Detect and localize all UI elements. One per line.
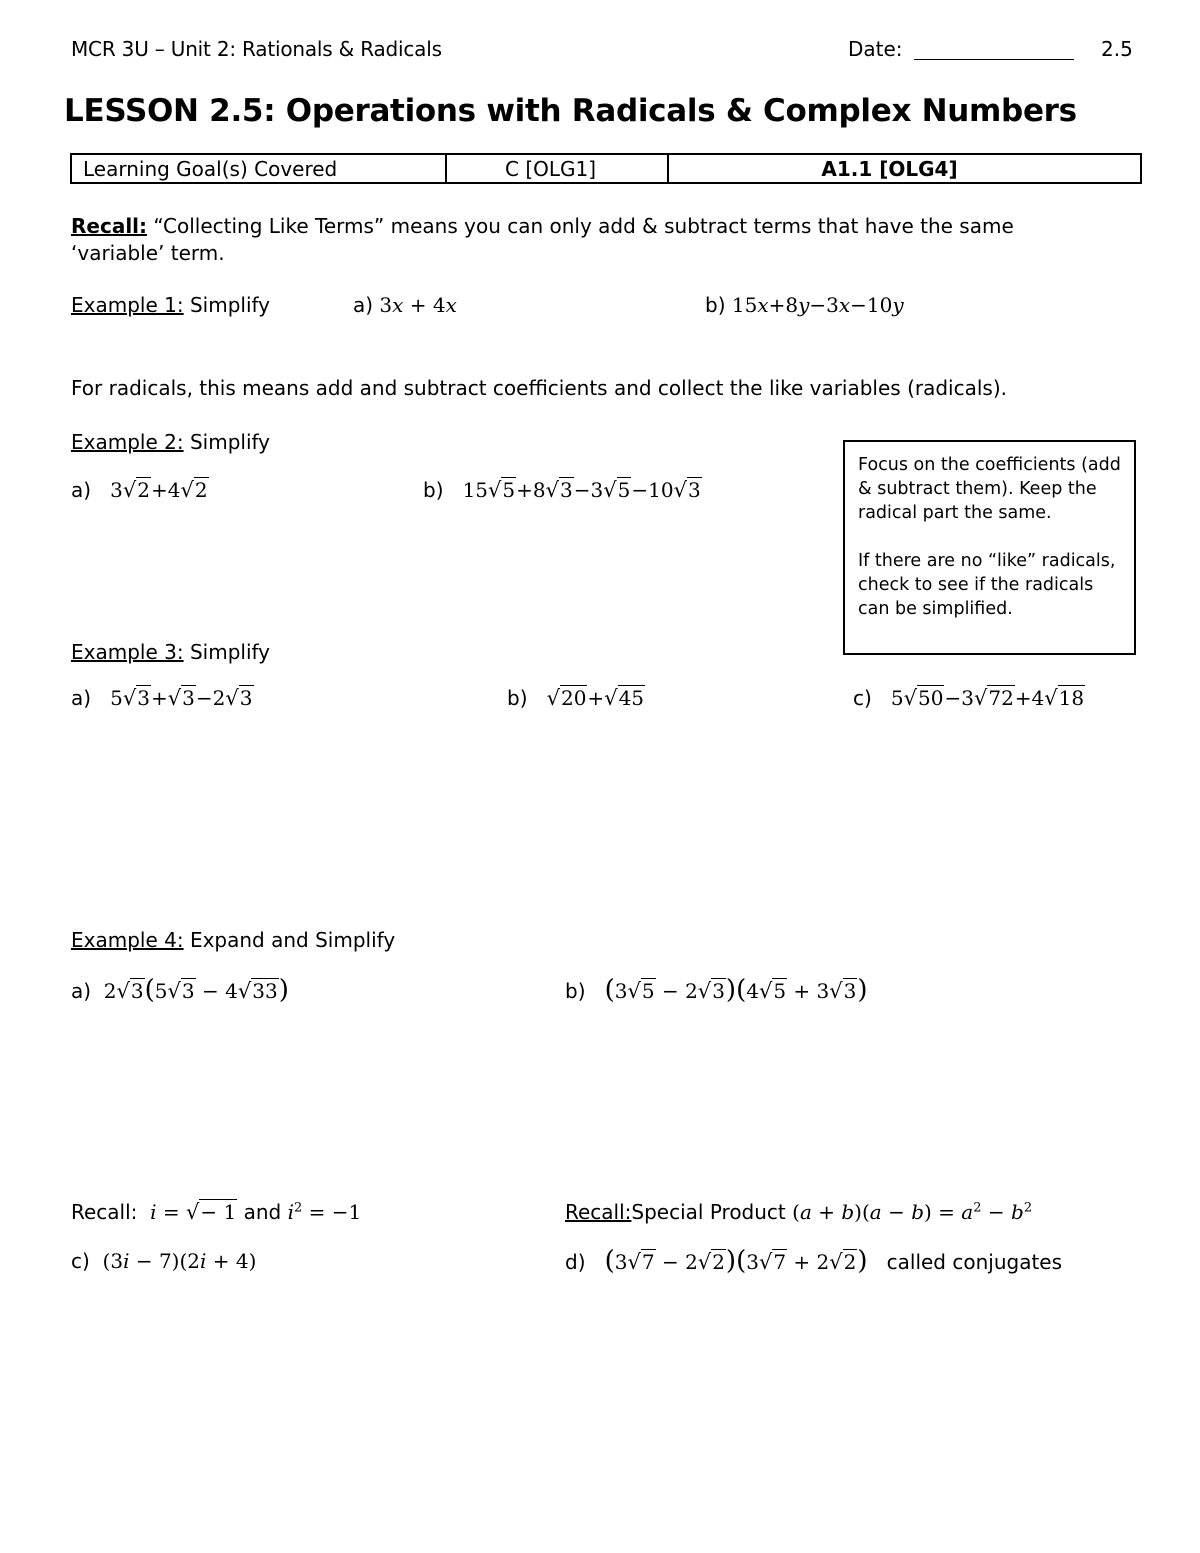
math-expression: 15√5+8√3−3√5−10√3	[462, 478, 701, 502]
example-3-heading	[71, 640, 270, 664]
example-3a	[71, 686, 254, 710]
example-2-heading	[71, 430, 270, 454]
math-expression: 2√3(5√3 − 4√33)	[103, 975, 289, 1005]
example-2a	[71, 478, 209, 502]
recall-special-product	[565, 1200, 1032, 1224]
example-4-label: Example 4:	[71, 928, 184, 952]
goals-cell-heading: Learning Goal(s) Covered	[72, 155, 447, 182]
example-4a	[71, 975, 289, 1005]
part-label: b)	[565, 979, 586, 1003]
date-blank-line	[914, 59, 1074, 60]
lesson-title: LESSON 2.5: Operations with Radicals & Complex Numbers	[64, 93, 1077, 129]
part-label: b)	[507, 686, 528, 710]
part-label: c)	[853, 686, 872, 710]
math-expression: √20+√45	[546, 686, 645, 710]
example-4-instruction: Expand and Simplify	[189, 928, 396, 952]
course-header: MCR 3U – Unit 2: Rationals & Radicals	[71, 37, 442, 61]
recall-special-text: Special Product	[631, 1200, 786, 1224]
math-expression: i = √− 1	[150, 1200, 237, 1224]
conjugates-note: called conjugates	[886, 1250, 1063, 1274]
focus-tip-box	[843, 440, 1136, 655]
goals-cell-c: C [OLG1]	[447, 155, 669, 182]
radicals-note: For radicals, this means add and subtract coefficients and collect the like variables (radicals).	[71, 376, 1007, 400]
recall-special-label: Recall:	[565, 1200, 632, 1224]
math-expression: 5√50−3√72+4√18	[890, 686, 1085, 710]
example-4b	[565, 975, 868, 1005]
focus-tip-1: Focus on the coefficients (add & subtract them). Keep the radical part the same.	[858, 455, 1121, 523]
example-2-label: Example 2:	[71, 430, 184, 454]
example-1a	[353, 293, 457, 317]
part-label: b)	[423, 478, 444, 502]
example-2b	[423, 478, 702, 502]
example-1-instruction: Simplify	[189, 293, 271, 317]
part-label: a)	[71, 478, 92, 502]
example-4c	[71, 1249, 256, 1273]
example-1b	[705, 293, 904, 317]
focus-tip-2: If there are no “like” radicals, check to see if the radicals can be simplified.	[858, 551, 1116, 619]
part-label: a)	[71, 979, 92, 1003]
math-expression: (3√7 − 2√2)(3√7 + 2√2)	[604, 1246, 868, 1276]
example-3b	[507, 686, 645, 710]
math-expression: (3i − 7)(2i + 4)	[102, 1249, 257, 1273]
example-3-instruction: Simplify	[189, 640, 271, 664]
example-2-instruction: Simplify	[189, 430, 271, 454]
math-expression: 5√3+√3−2√3	[110, 686, 253, 710]
part-label: c)	[71, 1249, 90, 1273]
math-expression: 3√2+4√2	[110, 478, 208, 502]
math-expression: $(a + b)(a - b) = a^2 - b^2$	[792, 1200, 1033, 1224]
example-4-heading	[71, 928, 395, 952]
math-expression: (3√5 − 2√3)(4√5 + 3√3)	[604, 975, 868, 1005]
example-1-label: Example 1:	[71, 293, 184, 317]
recall-text: “Collecting Like Terms” means you can only add & subtract terms that have the same ‘variable’ term.	[71, 214, 1014, 265]
lesson-number: 2.5	[1101, 37, 1133, 61]
part-label: a)	[71, 686, 92, 710]
part-label: d)	[565, 1250, 586, 1274]
math-expression: 15x+8y−3x−10y	[731, 293, 904, 317]
recall-label: Recall:	[71, 214, 148, 238]
recall-like-terms	[71, 213, 1071, 267]
recall-imaginary	[71, 1200, 361, 1224]
example-1-heading	[71, 293, 270, 317]
math-expression: $i^2 = -1$	[287, 1200, 362, 1224]
learning-goals-table	[70, 153, 1142, 184]
date-label: Date:	[848, 37, 903, 61]
example-4d	[565, 1246, 1062, 1276]
example-3c	[853, 686, 1085, 710]
goals-cell-a: A1.1 [OLG4]	[821, 157, 958, 181]
example-3-label: Example 3:	[71, 640, 184, 664]
recall-i-label: Recall:	[71, 1200, 138, 1224]
part-label: a)	[353, 293, 374, 317]
math-expression: 3x + 4x	[379, 293, 457, 317]
and-word: and	[243, 1200, 282, 1224]
part-label: b)	[705, 293, 726, 317]
